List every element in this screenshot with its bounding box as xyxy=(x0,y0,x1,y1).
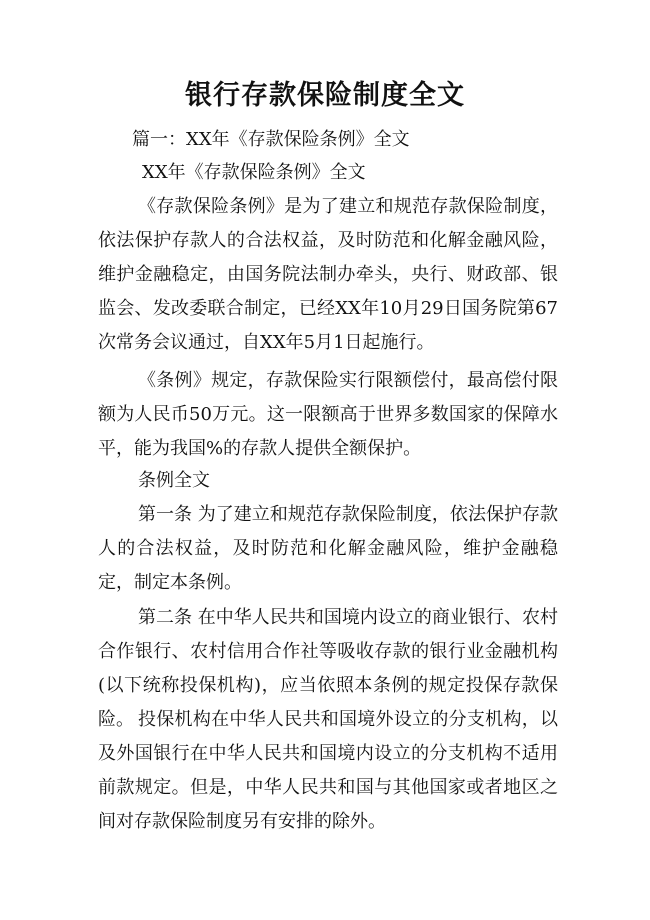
paragraph-article-2: 第二条 在中华人民共和国境内设立的商业银行、农村合作银行、农村信用合作社等吸收存款的银行业金融机构(以下统称投保机构)，应当依照本条例的规定投保存款保险。 xyxy=(98,607,558,730)
document-title: 银行存款保险制度全文 xyxy=(185,80,465,111)
paragraph-full-text-label: 条例全文 xyxy=(138,470,210,491)
paragraph-limit: 《条例》规定，存款保险实行限额偿付，最高偿付限额为人民币50万元。这一限额高于世界多数国家的保障水平，能为我国%的存款人提供全额保护。 xyxy=(98,370,558,459)
paragraph-intro: 《存款保险条例》是为了建立和规范存款保险制度，依法保护存款人的合法权益，及时防范和化解金融风险，维护金融稳定，由国务院法制办牵头，央行、财政部、银监会、发改委联合制定，已经XX年10月29日国务院第67次常务会议通过，自XX年5月1日起施行。 xyxy=(98,196,558,353)
sub-heading: XX年《存款保险条例》全文 xyxy=(142,162,366,183)
paragraph-article-2-clause: 投保机构在中华人民共和国境外设立的分支机构，以及外国银行在中华人民共和国境内设立的分支机构不适用前款规定。但是，中华人民共和国与其他国家或者地区之间对存款保险制度另有安排的除外。 xyxy=(98,709,558,832)
chapter-heading: 篇一：XX年《存款保险条例》全文 xyxy=(132,129,410,150)
paragraph-article-1: 第一条 为了建立和规范存款保险制度，依法保护存款人的合法权益，及时防范和化解金融风险，维护金融稳定，制定本条例。 xyxy=(98,504,558,593)
